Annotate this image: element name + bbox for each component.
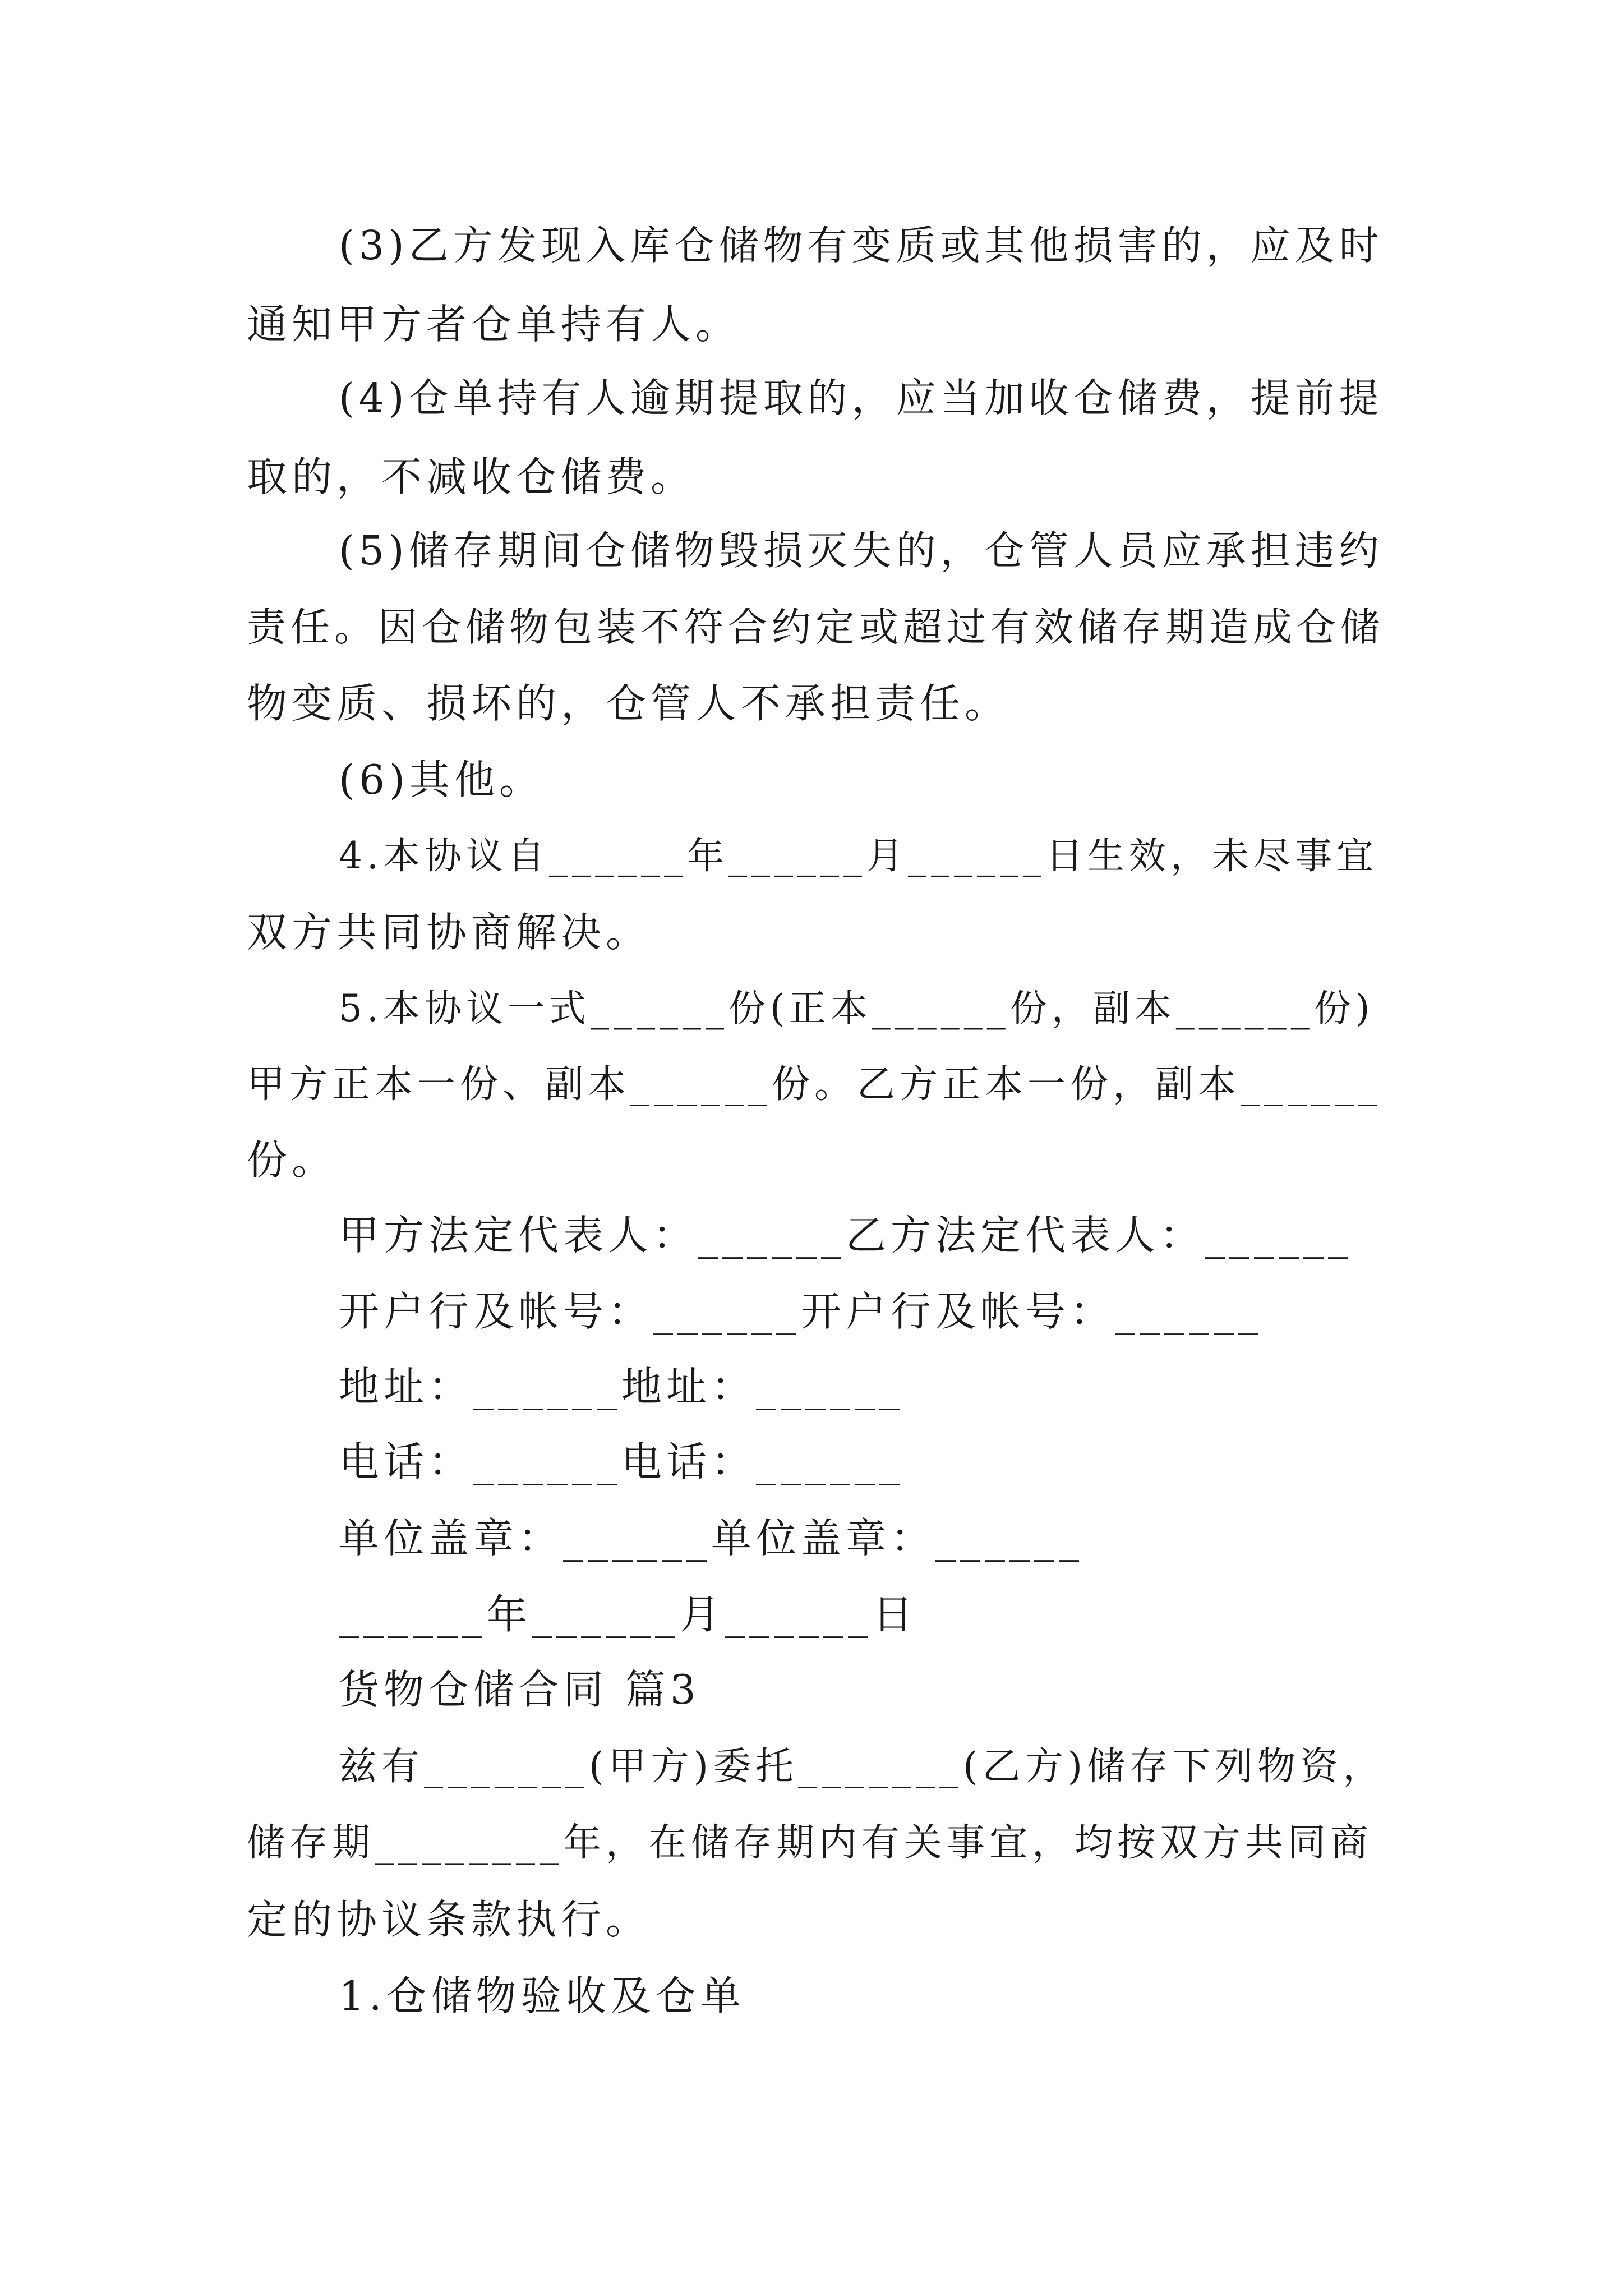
paragraph-line: 开户行及帐号：______开户行及帐号：______	[339, 1288, 1264, 1335]
paragraph-line: 物变质、损坏的，仓管人不承担责任。	[247, 680, 1010, 727]
paragraph-line: 5.本协议一式______份(正本______份，副本______份)	[339, 987, 1375, 1030]
paragraph-line: 甲方法定代表人：______乙方法定代表人：______	[339, 1212, 1353, 1259]
paragraph-line: 兹有_______(甲方)委托_______(乙方)储存下列物资，	[339, 1745, 1386, 1789]
paragraph-line: 4.本协议自______年______月______日生效，未尽事宜	[339, 834, 1378, 877]
paragraph-line: 甲方正本一份、副本______份。乙方正本一份，副本______	[247, 1062, 1382, 1107]
paragraph-line: (3)乙方发现入库仓储物有变质或其他损害的，应及时	[339, 222, 1384, 269]
paragraph-line: ______年______月______日	[339, 1591, 917, 1638]
paragraph-line: (4)仓单持有人逾期提取的，应当加收仓储费，提前提	[339, 375, 1384, 421]
paragraph-line: (5)储存期间仓储物毁损灭失的，仓管人员应承担违约	[339, 527, 1384, 574]
paragraph-line: 单位盖章：______单位盖章：______	[339, 1515, 1084, 1562]
paragraph-line: 定的协议条款执行。	[247, 1896, 651, 1943]
paragraph-line: 电话：______电话：______	[339, 1438, 905, 1485]
paragraph-line: (6)其他。	[339, 756, 544, 803]
paragraph-line: 责任。因仓储物包装不符合约定或超过有效储存期造成仓储	[247, 604, 1384, 650]
paragraph-line: 双方共同协商解决。	[247, 909, 651, 956]
paragraph-line: 通知甲方者仓单持有人。	[247, 301, 741, 348]
paragraph-line: 1.仓储物验收及仓单	[339, 1972, 745, 2019]
paragraph-line: 储存期________年，在储存期内有关事宜，均按双方共同商	[247, 1821, 1373, 1865]
section-heading: 货物仓储合同 篇3	[339, 1666, 700, 1713]
paragraph-line: 份。	[247, 1137, 337, 1184]
paragraph-line: 地址：______地址：______	[339, 1363, 905, 1410]
paragraph-line: 取的，不减收仓储费。	[247, 453, 696, 500]
